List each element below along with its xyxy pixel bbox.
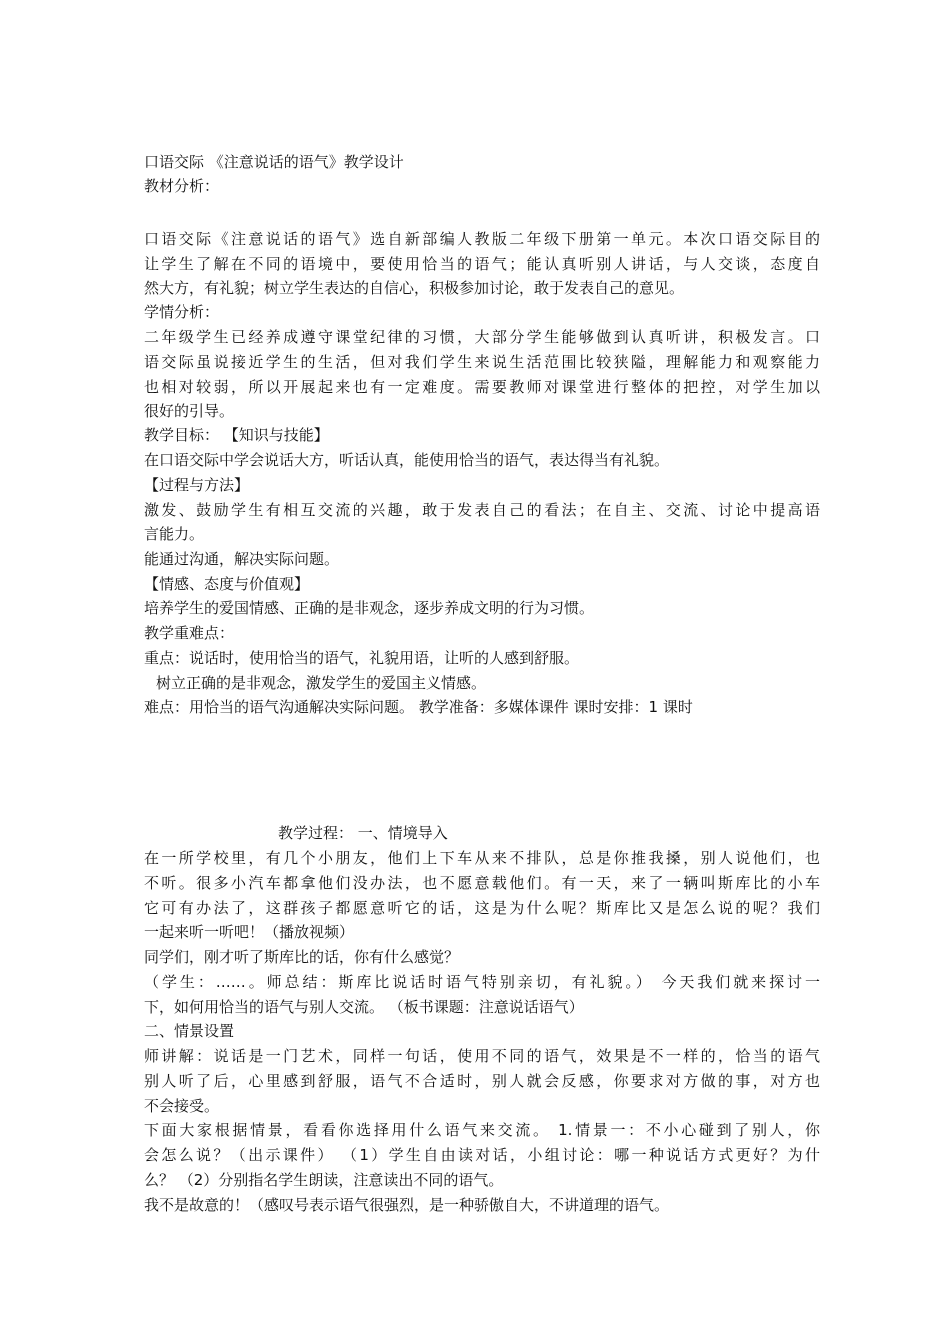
intro-line: 一起来听一听吧！（播放视频） <box>144 923 355 941</box>
emotion-heading: 【情感、态度与价值观】 <box>144 575 310 593</box>
intro-line: 它可有办法了，这群孩子都愿意听它的话，这是为什么呢？斯库比又是怎么说的呢？我们 <box>144 899 820 917</box>
key-point-line: 树立正确的是非观念，激发学生的爱国主义情感。 <box>156 674 487 692</box>
key-point-line: 重点：说话时，使用恰当的语气，礼貌用语，让听的人感到舒服。 <box>144 649 580 667</box>
question-line: 同学们，刚才听了斯库比的话，你有什么感觉？ <box>144 948 460 966</box>
material-paragraph-line: 让学生了解在不同的语境中，要使用恰当的语气；能认真听别人讲话，与人交谈，态度自 <box>144 255 820 273</box>
process-line: 激发、鼓励学生有相互交流的兴趣，敢于发表自己的看法；在自主、交流、讨论中提高语 <box>144 501 820 519</box>
goals-line: 在口语交际中学会说话大方，听话认真，能使用恰当的语气，表达得当有礼貌。 <box>144 451 670 469</box>
teaching-line: 不会接受。 <box>144 1097 220 1115</box>
student-paragraph-line: 很好的引导。 <box>144 402 235 420</box>
section2-heading: 二、情景设置 <box>144 1022 235 1040</box>
process-title: 教学过程： 一、情境导入 <box>278 824 448 842</box>
process-heading: 【过程与方法】 <box>144 476 250 494</box>
document-title: 口语交际 《注意说话的语气》教学设计 <box>144 153 404 171</box>
process-line: 言能力。 <box>144 525 205 543</box>
emotion-line: 培养学生的爱国情感、正确的是非观念，逐步养成文明的行为习惯。 <box>144 599 595 617</box>
teaching-line: 师讲解：说话是一门艺术，同样一句话，使用不同的语气，效果是不一样的，恰当的语气 <box>144 1047 820 1065</box>
scene-line: 会怎么说？（出示课件） （1）学生自由读对话，小组讨论：哪一种说话方式更好？为什 <box>144 1146 820 1164</box>
example-line: 我不是故意的！（感叹号表示语气很强烈，是一种骄傲自大，不讲道理的语气。 <box>144 1196 670 1214</box>
student-heading: 学情分析： <box>144 303 220 321</box>
difficulty-line: 难点：用恰当的语气沟通解决实际问题。 教学准备：多媒体课件 课时安排：1 课时 <box>144 698 693 716</box>
teaching-line: 别人听了后，心里感到舒服，语气不合适时，别人就会反感，你要求对方做的事，对方也 <box>144 1072 820 1090</box>
student-paragraph-line: 二年级学生已经养成遵守课堂纪律的习惯，大部分学生能够做到认真听讲，积极发言。口 <box>144 328 820 346</box>
student-paragraph-line: 语交际虽说接近学生的生活，但对我们学生来说生活范围比较狭隘，理解能力和观察能力 <box>144 353 820 371</box>
material-heading: 教材分析： <box>144 177 220 195</box>
answer-line: 下，如何用恰当的语气与别人交流。 （板书课题：注意说话语气） <box>144 998 584 1016</box>
student-paragraph-line: 也相对较弱，所以开展起来也有一定难度。需要教师对课堂进行整体的把控，对学生加以 <box>144 378 820 396</box>
goals-heading: 教学目标： 【知识与技能】 <box>144 426 329 444</box>
answer-line: （学生：……。师总结：斯库比说话时语气特别亲切，有礼貌。） 今天我们就来探讨一 <box>144 973 820 991</box>
scene-line: 下面大家根据情景，看看你选择用什么语气来交流。 1.情景一：不小心碰到了别人，你 <box>144 1121 820 1139</box>
material-paragraph-line: 然大方，有礼貌；树立学生表达的自信心，积极参加讨论，敢于发表自己的意见。 <box>144 279 685 297</box>
process-line: 能通过沟通，解决实际问题。 <box>144 550 340 568</box>
material-paragraph-line: 口语交际《注意说话的语气》选自新部编人教版二年级下册第一单元。本次口语交际目的 <box>144 230 820 248</box>
intro-line: 在一所学校里，有几个小朋友，他们上下车从来不排队，总是你推我搡，别人说他们，也 <box>144 849 820 867</box>
key-heading: 教学重难点： <box>144 624 235 642</box>
intro-line: 不听。很多小汽车都拿他们没办法，也不愿意载他们。有一天，来了一辆叫斯库比的小车 <box>144 874 820 892</box>
scene-line: 么？ （2）分别指名学生朗读，注意读出不同的语气。 <box>144 1171 504 1189</box>
